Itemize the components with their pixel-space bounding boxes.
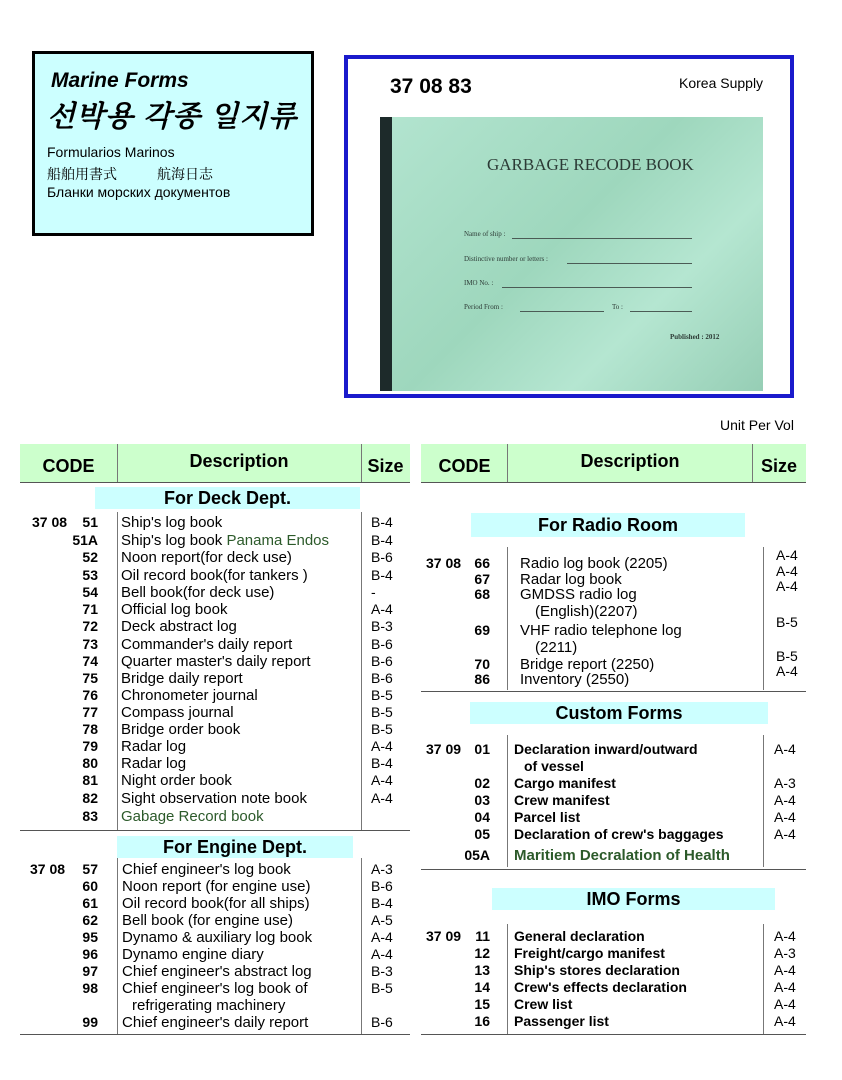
row-size: B-4 [371,755,393,771]
row-code: 15 [474,996,490,1012]
row-code: 16 [474,1013,490,1029]
row-description-text: Bridge order book [121,721,241,738]
row-description [121,567,308,584]
row-size: A-3 [371,861,393,877]
row-description [514,1013,609,1030]
section-imo-title: IMO Forms [492,888,775,910]
row-description-text: Compass journal [121,704,234,721]
row-description [514,809,580,826]
row-size: A-3 [774,945,796,961]
row-code: 82 [82,790,98,806]
row-size: - [371,584,376,600]
row-code: 66 [474,555,490,571]
divider [361,858,362,1034]
row-code: 96 [82,946,98,962]
row-code: 01 [474,741,490,757]
row-description-text: Gabage Record book [121,808,264,825]
row-description-cont: of vessel [524,758,584,774]
row-code: 86 [474,671,490,687]
row-description-text: Commander's daily report [121,636,293,653]
row-size: A-4 [776,663,798,679]
row-code-prefix: 37 09 [426,928,462,944]
row-description-text: GMDSS radio log [520,586,637,603]
row-description [122,963,312,980]
row-code: 53 [82,567,98,583]
divider [752,444,753,482]
row-description [514,741,698,758]
row-size: A-4 [371,738,393,754]
row-description-text: Dynamo & auxiliary log book [122,929,313,946]
row-code: 13 [474,962,490,978]
header-code: CODE [438,456,491,476]
row-size: A-4 [371,601,393,617]
row-code: 99 [82,1014,98,1030]
row-note: Panama Endos [226,532,330,549]
row-description-text: Quarter master's daily report [121,653,311,670]
row-size: B-5 [371,721,393,737]
row-code: 98 [82,980,98,996]
row-code: 74 [82,653,98,669]
row-code-prefix: 37 08 [426,555,462,571]
title-japanese-2: 航海日志 [157,166,213,182]
row-description [122,895,310,912]
row-description-text: Crew list [514,996,573,1012]
row-description-text: Official log book [121,601,228,618]
row-description-text: Chronometer journal [121,687,258,704]
row-description [514,979,687,996]
row-code: 97 [82,963,98,979]
row-code: 76 [82,687,98,703]
row-size: B-3 [371,618,393,634]
divider [117,858,118,1034]
row-size: B-4 [371,567,393,583]
row-size: A-4 [371,772,393,788]
row-description-text: Inventory (2550) [520,671,630,688]
row-size: B-4 [371,514,393,530]
row-description [122,929,312,946]
row-code: 14 [474,979,490,995]
title-english: Marine Forms [51,69,189,92]
row-description-text: Crew's effects declaration [514,979,687,995]
row-size: A-4 [774,962,796,978]
divider [361,512,362,830]
row-description [121,601,227,618]
row-code: 02 [474,775,490,791]
unit-label: Unit Per Vol [720,417,794,433]
row-size: B-4 [371,895,393,911]
row-description-text: Night order book [121,772,232,789]
row-code: 67 [474,571,490,587]
row-description [514,775,616,792]
row-description [121,653,311,670]
row-description [121,790,307,807]
row-description-text: Bridge report (2250) [520,656,655,673]
book-image [380,117,763,391]
row-description-text: Freight/cargo manifest [514,945,665,961]
row-size: B-5 [776,648,798,664]
header-description: Description [189,451,289,471]
row-code: 51A [72,532,98,548]
row-code: 05A [464,847,490,863]
book-cover [392,117,763,391]
row-description-cont: refrigerating machinery [132,997,286,1014]
row-description [520,586,637,603]
header-description: Description [580,451,680,471]
row-description-text: Declaration inward/outward [514,741,698,757]
divider [361,444,362,482]
row-description [121,772,232,789]
row-size: B-3 [371,963,393,979]
row-description-text: Radio log book (2205) [520,555,668,572]
row-description [121,808,264,825]
row-size: A-4 [371,790,393,806]
row-description-text: Parcel list [514,809,581,825]
divider [763,735,764,867]
row-description [121,670,243,687]
row-description [122,1014,308,1031]
row-description-text: Bell book (for engine use) [122,912,293,929]
book-field-imo: IMO No. : [464,279,494,287]
row-size: A-4 [774,826,796,842]
row-description [520,622,682,639]
title-japanese-1: 船舶用書式 [47,166,117,182]
title-box [32,51,314,236]
row-description-text: Crew manifest [514,792,610,808]
right-table-header [421,444,806,482]
row-description-cont: (English)(2207) [535,603,638,620]
row-description [122,980,308,997]
row-description-text: Bridge daily report [121,670,243,687]
row-description-text: Radar log [121,755,187,772]
row-code: 61 [82,895,98,911]
row-code: 04 [474,809,490,825]
row-code-prefix: 37 09 [426,741,462,757]
row-size: A-4 [371,946,393,962]
row-size: A-5 [371,912,393,928]
title-korean: 선박용 각종 일지류 [47,101,298,133]
row-code: 81 [82,772,98,788]
row-description [514,928,645,945]
divider [421,869,806,870]
row-description [122,946,264,963]
divider [20,482,410,483]
row-code: 71 [82,601,98,617]
row-code: 80 [82,755,98,771]
left-table-header [20,444,410,482]
row-description [514,792,610,809]
row-description-text: Oil record book(for all ships) [122,895,310,912]
row-description-text: Sight observation note book [121,790,307,807]
section-engine-title: For Engine Dept. [117,836,353,858]
row-size: B-4 [371,532,393,548]
row-code-prefix: 37 08 [32,514,68,530]
row-description [121,704,234,721]
section-deck-title: For Deck Dept. [95,487,360,509]
row-description [520,555,668,572]
section-custom-title: Custom Forms [470,702,768,724]
book-title: GARBAGE RECODE BOOK [487,155,694,174]
row-code: 54 [82,584,98,600]
row-description [514,945,665,962]
row-code: 95 [82,929,98,945]
row-code: 73 [82,636,98,652]
row-size: A-4 [774,741,796,757]
row-description [121,584,274,601]
row-size: A-3 [774,775,796,791]
row-code: 77 [82,704,98,720]
row-description-text: Ship's log book [121,532,223,549]
row-code: 52 [82,549,98,565]
divider [507,444,508,482]
row-description [121,618,237,635]
row-size: B-5 [371,704,393,720]
row-size: B-6 [371,1014,393,1030]
row-description-text: VHF radio telephone log [520,622,682,639]
divider [117,512,118,830]
header-size: Size [367,456,404,476]
row-description-text: Radar log book [520,571,622,588]
row-size: B-6 [371,549,393,565]
row-code: 68 [474,586,490,602]
supplier-label: Korea Supply [679,75,764,91]
row-size: A-4 [774,809,796,825]
row-description [122,878,310,895]
row-code: 79 [82,738,98,754]
row-description [121,721,240,738]
row-description [514,847,730,864]
row-description-text: Chief engineer's log book of [122,980,308,997]
book-line [502,287,692,288]
row-description [121,636,292,653]
row-code: 60 [82,878,98,894]
row-description [514,996,572,1013]
row-code: 70 [474,656,490,672]
header-code: CODE [42,456,95,476]
row-size: B-5 [776,614,798,630]
divider [20,1034,410,1035]
row-code: 05 [474,826,490,842]
title-spanish: Formularios Marinos [47,144,175,160]
row-description-text: Noon report(for deck use) [121,549,292,566]
divider [421,482,806,483]
row-description [121,532,329,549]
row-description [121,549,292,566]
row-description-text: General declaration [514,928,645,944]
row-code: 57 [82,861,98,877]
divider [507,547,508,690]
book-line [512,238,692,239]
row-description [121,755,186,772]
row-size: B-6 [371,653,393,669]
row-size: A-4 [774,928,796,944]
row-description-text: Maritiem Decralation of Health [514,847,730,864]
row-description-cont: (2211) [535,639,578,656]
row-size: A-4 [774,1013,796,1029]
divider [507,735,508,867]
divider [763,924,764,1034]
row-size: B-6 [371,878,393,894]
row-description-text: Cargo manifest [514,775,616,791]
row-code: 69 [474,622,490,638]
row-code: 72 [82,618,98,634]
row-size: B-6 [371,670,393,686]
divider [421,691,806,692]
row-description-text: Ship's stores declaration [514,962,680,978]
title-russian: Бланки морских документов [47,184,231,200]
product-code: 37 08 83 [390,75,472,98]
row-size: A-4 [774,979,796,995]
book-field-period: Period From : [464,303,503,311]
row-code: 75 [82,670,98,686]
row-description-text: Radar log [121,738,187,755]
row-description [122,912,293,929]
row-description-text: Chief engineer's daily report [122,1014,309,1031]
row-description [121,687,258,704]
row-description-text: Passenger list [514,1013,609,1029]
row-description-text: Noon report (for engine use) [122,878,311,895]
row-size: A-4 [776,578,798,594]
row-code: 78 [82,721,98,737]
divider [117,444,118,482]
book-line [630,311,692,312]
row-description [121,514,222,531]
book-line [567,263,692,264]
row-description-text: Chief engineer's log book [122,861,291,878]
book-published: Published : 2012 [670,333,720,341]
row-code: 51 [82,514,98,530]
row-description-text: Oil record book(for tankers ) [121,567,308,584]
row-description-text: Bell book(for deck use) [121,584,275,601]
book-field-ship: Name of ship : [464,230,506,238]
row-size: A-4 [776,547,798,563]
section-radio-title: For Radio Room [471,513,745,537]
row-size: A-4 [774,996,796,1012]
row-description-text: Ship's log book [121,514,223,531]
row-description [514,962,680,979]
divider [20,830,410,831]
row-size: A-4 [776,563,798,579]
book-field-number: Distinctive number or letters : [464,255,548,263]
row-description [520,671,629,688]
row-description [121,738,186,755]
row-size: B-5 [371,980,393,996]
book-spine [380,117,392,391]
row-size: A-4 [774,792,796,808]
header-size: Size [760,456,798,476]
row-size: B-5 [371,687,393,703]
divider [763,547,764,690]
row-code: 03 [474,792,490,808]
product-photo-box [344,55,794,398]
row-size: B-6 [371,636,393,652]
row-code: 62 [82,912,98,928]
divider [421,1034,806,1035]
row-description-text: Declaration of crew's baggages [514,826,724,842]
row-code-prefix: 37 08 [30,861,66,877]
row-description-text: Dynamo engine diary [122,946,264,963]
row-description-text: Chief engineer's abstract log [122,963,312,980]
book-field-to: To : [612,303,623,311]
row-description [122,861,291,878]
divider [507,924,508,1034]
row-description [514,826,724,843]
row-code: 11 [475,928,490,944]
row-description-text: Deck abstract log [121,618,237,635]
row-size: A-4 [371,929,393,945]
row-code: 12 [474,945,490,961]
book-line [520,311,604,312]
row-code: 83 [82,808,98,824]
